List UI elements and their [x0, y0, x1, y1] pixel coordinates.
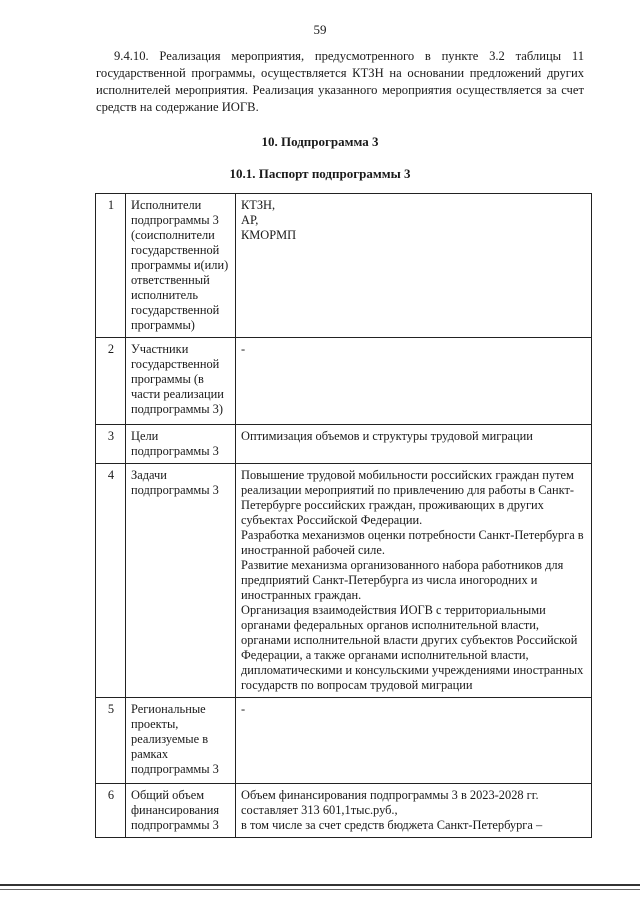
row-value	[236, 194, 592, 338]
value-line: Разработка механизмов оценки потребности Санкт-Петербурга в иностранной рабочей силе.	[241, 528, 584, 557]
row-number: 4	[96, 464, 126, 698]
row-label: Общий объем финансирования подпрограммы 3	[126, 784, 236, 838]
value-line: -	[241, 702, 246, 716]
value-line: -	[241, 342, 246, 356]
row-label: Исполнители подпрограммы 3 (соисполнители государственной программы и(или) ответственный исполнитель государственной программы)	[126, 194, 236, 338]
intro-paragraph: 9.4.10. Реализация мероприятия, предусмотренного в пункте 3.2 таблицы 11 государственной программы, осуществляется КТЗН на основании предложений других исполнителей мероприятия. Реализация указанного мероприятия осуществляется за счет средств на содержание ИОГВ.	[96, 49, 584, 114]
section-heading: 10. Подпрограмма 3	[261, 134, 379, 149]
row-label: Задачи подпрограммы 3	[126, 464, 236, 698]
row-value	[236, 464, 592, 698]
value-line: Оптимизация объемов и структуры трудовой миграции	[241, 429, 533, 443]
row-value	[236, 338, 592, 425]
value-line: Повышение трудовой мобильности российских граждан путем реализации мероприятий по привлечению для работы в Санкт-Петербурге российских граждан, проживающих в других субъектах Российской Федерации.	[241, 468, 574, 527]
value-line: КТЗН,	[241, 198, 276, 212]
page-number: 59	[313, 22, 327, 37]
row-label: Участники государственной программы (в части реализации подпрограммы 3)	[126, 338, 236, 425]
table-row	[96, 425, 592, 464]
row-label: Цели подпрограммы 3	[126, 425, 236, 464]
row-value	[236, 698, 592, 784]
table-row	[96, 464, 592, 698]
subsection-heading: 10.1. Паспорт подпрограммы 3	[229, 166, 411, 181]
value-line: АР,	[241, 213, 259, 227]
value-line: Объем финансирования подпрограммы 3 в 2023-2028 гг. составляет 313 601,1тыс.руб.,	[241, 788, 539, 817]
value-line: КМОРМП	[241, 228, 297, 242]
value-line: в том числе за счет средств бюджета Санкт-Петербурга –	[241, 818, 543, 832]
table-row	[96, 784, 592, 838]
table-row	[96, 194, 592, 338]
footer-rule-thin	[0, 889, 640, 890]
row-number: 3	[96, 425, 126, 464]
row-number: 6	[96, 784, 126, 838]
row-value	[236, 425, 592, 464]
row-number: 2	[96, 338, 126, 425]
table-row	[96, 338, 592, 425]
row-value	[236, 784, 592, 838]
passport-table	[95, 193, 592, 838]
row-number: 1	[96, 194, 126, 338]
footer-rule	[0, 884, 640, 886]
row-number: 5	[96, 698, 126, 784]
row-label: Региональные проекты, реализуемые в рамках подпрограммы 3	[126, 698, 236, 784]
table-row	[96, 698, 592, 784]
value-line: Развитие механизма организованного набора работников для предприятий Санкт-Петербурга из числа иногородних и иностранных граждан.	[241, 558, 564, 602]
value-line: Организация взаимодействия ИОГВ с территориальными органами федеральных органов исполнительной власти, органами исполнительной власти других субъектов Российской Федерации, а также органами исполнительной власти, дипломатическими и консульскими учреждениями иностранных государств по вопросам трудовой миграции	[241, 603, 584, 692]
